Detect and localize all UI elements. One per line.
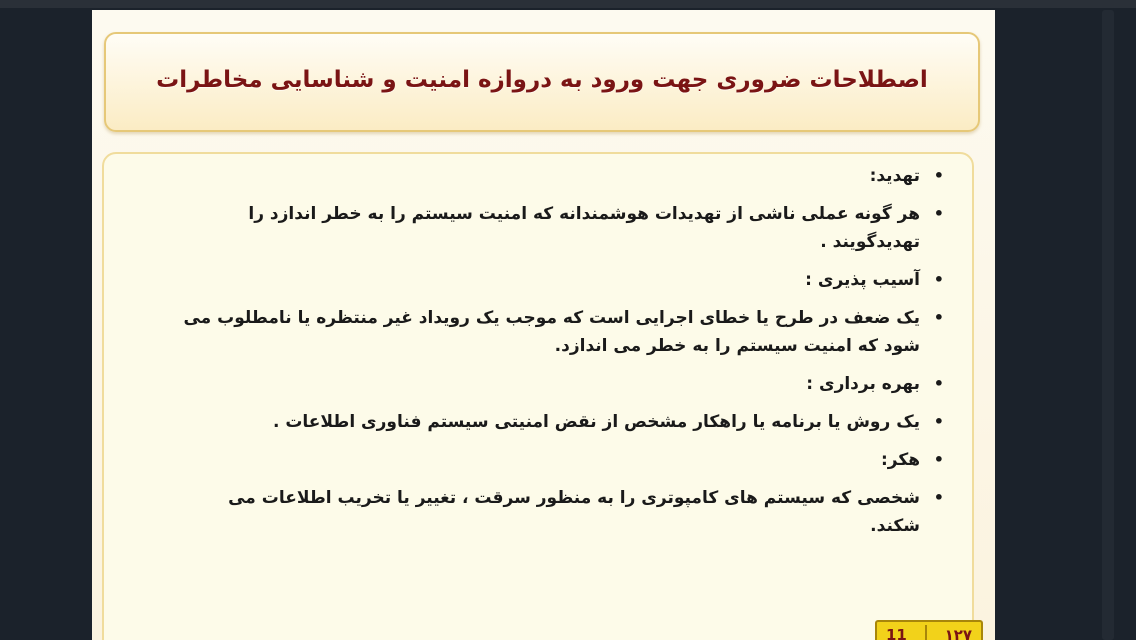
page-number-badge — [875, 620, 983, 640]
bullet-item: • تهدید: — [182, 162, 942, 190]
bullet-list — [182, 162, 942, 550]
content-panel — [102, 152, 974, 640]
scrollbar[interactable] — [1102, 10, 1114, 640]
title-banner — [104, 32, 980, 132]
bullet-item: • هکر: — [182, 446, 942, 474]
page-number: ۱۲۷ — [944, 626, 973, 640]
bullet-item: • یک روش یا برنامه یا راهکار مشخص از نقض امنیتی سیستم فناوری اطلاعات . — [182, 408, 942, 436]
bullet-item: • شخصی که سیستم های کامپوتری را به منظور سرقت ، تغییر یا تخریب اطلاعات می شکند. — [182, 484, 942, 540]
bullet-item: • بهره برداری : — [182, 370, 942, 398]
bullet-item: • آسیب پذیری : — [182, 266, 942, 294]
bullet-item: • یک ضعف در طرح یا خطای اجرایی است که موجب یک رویداد غیر منتظره یا نامطلوب می شود که امنیت سیستم را به خطر می اندازد. — [182, 304, 942, 360]
badge-divider — [925, 625, 927, 640]
slide-title: اصطلاحات ضروری جهت ورود به دروازه امنیت و شناسایی مخاطرات — [156, 67, 928, 93]
section-number: 11 — [885, 626, 907, 640]
bullet-item: • هر گونه عملی ناشی از تهدیدات هوشمندانه که امنیت سیستم را به خطر اندازد را تهدیدگویند . — [182, 200, 942, 256]
slide-page — [92, 10, 995, 640]
top-bar — [0, 0, 1136, 8]
